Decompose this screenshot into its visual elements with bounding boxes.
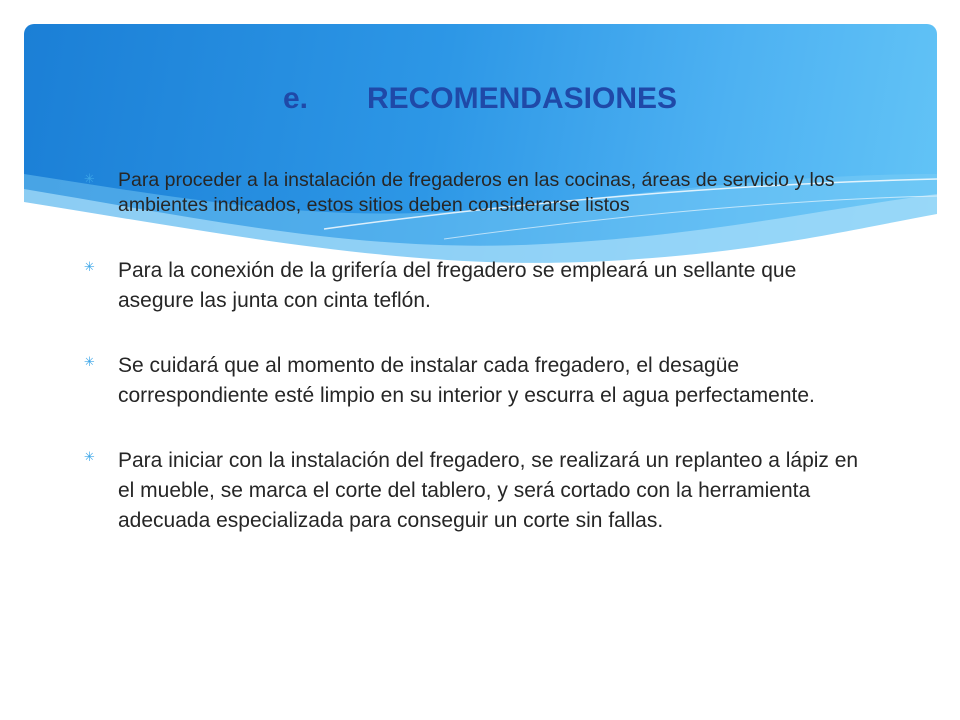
star-bullet-icon: ✳ <box>84 355 95 370</box>
title-text: RECOMENDASIONES <box>366 82 678 115</box>
bullet-text: Para proceder a la instalación de fregaderos en las cocinas, áreas de servicio y los ambientes indicados, estos sitios deben considerarse listos <box>118 169 835 216</box>
bullet-text: Para iniciar con la instalación del fregadero, se realizará un replanteo a lápiz en el mueble, se marca el corte del tablero, y será cortado con la herramienta adecuada especializada para conseguir un corte sin fallas. <box>118 449 859 532</box>
bullet-item <box>80 446 870 536</box>
bullet-text: Se cuidará que al momento de instalar cada fregadero, el desagüe correspondiente esté limpio en su interior y escurra el agua perfectamente. <box>118 354 815 407</box>
bullet-text: Para la conexión de la grifería del fregadero se empleará un sellante que asegure las junta con cinta teflón. <box>118 259 797 312</box>
star-bullet-icon: ✳ <box>84 450 95 465</box>
bullet-item <box>80 168 870 218</box>
star-bullet-icon: ✳ <box>84 260 95 275</box>
star-bullet-icon: ✳ <box>84 172 95 187</box>
bullet-list <box>80 168 870 536</box>
title-number: e. <box>282 82 308 115</box>
bullet-item <box>80 256 870 316</box>
slide-title <box>0 82 960 116</box>
bullet-item <box>80 351 870 411</box>
